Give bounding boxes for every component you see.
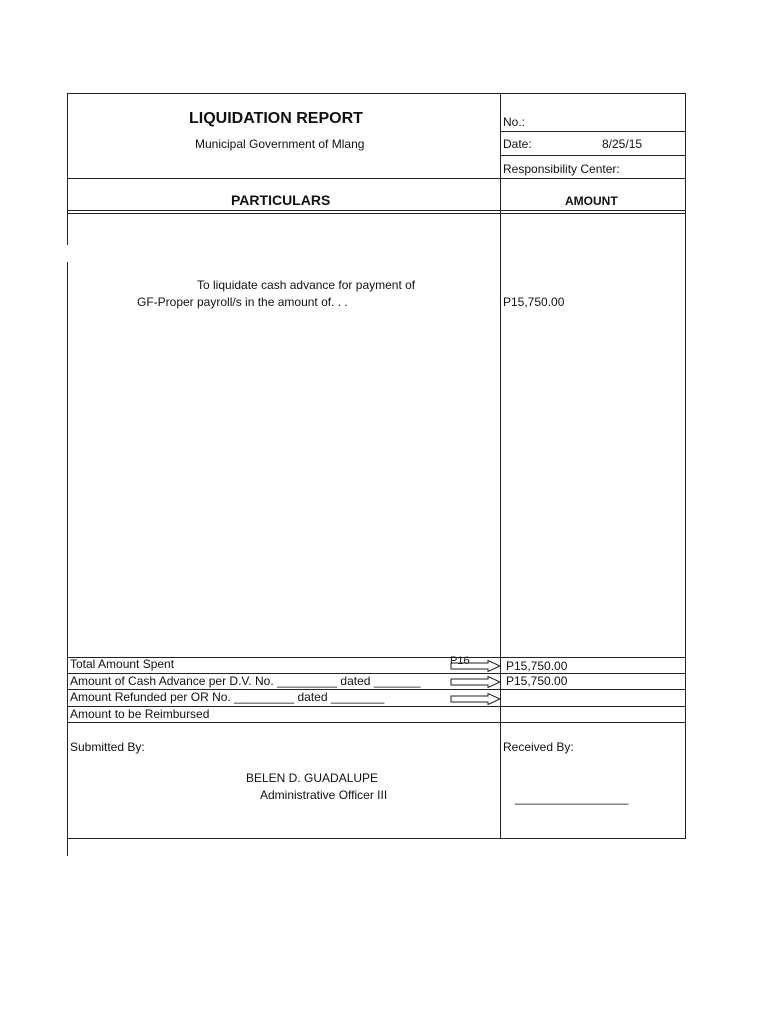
date-value: 8/25/15 — [602, 137, 643, 151]
total-amount-partial: P16 — [450, 655, 470, 667]
header-divider — [67, 178, 686, 179]
date-label: Date: — [503, 137, 532, 151]
report-subtitle: Municipal Government of Mlang — [195, 137, 365, 151]
border-right — [685, 93, 686, 839]
report-title: LIQUIDATION REPORT — [189, 110, 363, 127]
no-label: No.: — [503, 115, 526, 129]
particulars-amount: P15,750.00 — [503, 295, 565, 309]
border-bottom — [67, 838, 686, 839]
cash-advance-label: Amount of Cash Advance per D.V. No. _________ dated _______ — [70, 674, 421, 688]
responsibility-center-label: Responsibility Center: — [503, 162, 620, 176]
arrow-right-icon — [450, 676, 502, 688]
particulars-divider-2 — [67, 213, 686, 214]
submitted-by-position: Administrative Officer III — [260, 788, 388, 802]
received-by-label: Received By: — [503, 740, 574, 754]
submitted-by-name: BELEN D. GUADALUPE — [246, 771, 379, 785]
border-top — [67, 93, 686, 94]
column-divider — [500, 93, 501, 839]
submitted-by-label: Submitted By: — [70, 740, 145, 754]
summary-row-4 — [67, 722, 686, 723]
total-amount-spent-value: P15,750.00 — [506, 659, 568, 673]
received-by-signature-line: _________________ — [515, 791, 629, 805]
total-amount-spent-label: Total Amount Spent — [70, 657, 175, 671]
particulars-line-1: To liquidate cash advance for payment of — [197, 278, 416, 292]
amount-refunded-label: Amount Refunded per OR No. _________ dated ________ — [70, 690, 385, 704]
no-row-divider — [500, 131, 686, 132]
border-left — [67, 93, 68, 245]
border-left-lower — [67, 262, 68, 856]
cash-advance-value: P15,750.00 — [506, 674, 568, 688]
particulars-line-2: GF-Proper payroll/s in the amount of. . . — [137, 295, 348, 309]
particulars-header: PARTICULARS — [231, 192, 331, 208]
amount-reimbursed-label: Amount to be Reimbursed — [70, 707, 210, 721]
arrow-right-icon — [450, 660, 502, 672]
date-row-divider — [500, 155, 686, 156]
amount-header: AMOUNT — [565, 194, 618, 208]
particulars-divider-1 — [67, 210, 686, 211]
arrow-right-icon — [450, 693, 502, 705]
